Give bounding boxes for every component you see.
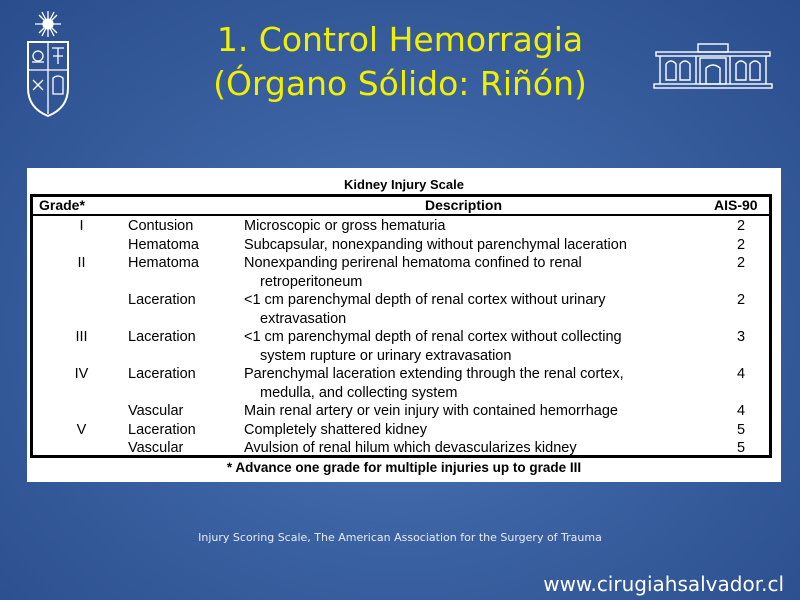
ais-cell: 2 <box>736 292 746 308</box>
header-grade: Grade* <box>39 197 85 213</box>
ais-cell: 2 <box>736 236 746 253</box>
injury-type-cell: Vascular <box>128 440 184 456</box>
table-row <box>33 421 769 440</box>
university-crest-icon <box>22 10 74 118</box>
ais-cell: 4 <box>736 366 746 382</box>
table-row <box>33 365 769 402</box>
source-citation: Injury Scoring Scale, The American Association for the Surgery of Trauma <box>198 531 602 544</box>
description-cell: Main renal artery or vein injury with contained hemorrhage <box>244 403 618 419</box>
description-cell: Avulsion of renal hilum which devascularizes kidney <box>244 440 577 456</box>
description-cell: Parenchymal laceration extending through the renal cortex, <box>244 366 624 382</box>
slide-title <box>150 18 650 106</box>
table-row <box>33 236 769 255</box>
ais-cell: 2 <box>736 218 746 234</box>
ais-cell: 4 <box>736 403 746 419</box>
injury-type-cell: Laceration <box>128 421 196 438</box>
ais-cell: 5 <box>736 440 746 456</box>
injury-type-cell: Contusion <box>128 218 194 234</box>
description-cell: Microscopic or gross hematuria <box>244 218 446 234</box>
website-url: www.cirugiahsalvador.cl <box>543 572 784 596</box>
injury-type-cell: Hematoma <box>128 236 199 253</box>
description-cell: Nonexpanding perirenal hematoma confined to renal <box>244 255 582 271</box>
ais-cell: 5 <box>736 421 746 438</box>
header-description: Description <box>425 197 503 213</box>
table-row <box>33 254 769 291</box>
table-row <box>33 439 769 458</box>
table-row <box>33 402 769 421</box>
description-cell: Subcapsular, nonexpanding without parenchymal laceration <box>244 236 627 253</box>
description-cell: Completely shattered kidney <box>244 421 427 438</box>
grade-cell: V <box>76 421 87 438</box>
description-cell: <1 cm parenchymal depth of renal cortex without urinary <box>244 292 606 308</box>
title-line-1: 1. Control Hemorragia <box>216 20 584 59</box>
injury-type-cell: Hematoma <box>128 255 199 271</box>
description-continuation-cell: retroperitoneum <box>260 273 363 290</box>
grade-cell: I <box>79 218 84 234</box>
grade-cell: III <box>75 329 88 345</box>
table-footnote: * Advance one grade for multiple injuries up to grade III <box>226 460 582 475</box>
table-row <box>33 291 769 328</box>
ais-cell: 2 <box>736 255 746 271</box>
hospital-building-icon <box>652 42 774 90</box>
table-caption: Kidney Injury Scale <box>344 177 464 192</box>
injury-type-cell: Laceration <box>128 329 196 345</box>
kidney-injury-table <box>30 194 772 458</box>
table-row <box>33 328 769 365</box>
table-header-row <box>33 197 769 216</box>
grade-cell: II <box>77 255 86 271</box>
grade-cell: IV <box>74 366 89 382</box>
injury-type-cell: Laceration <box>128 366 196 382</box>
table-row <box>33 217 769 236</box>
ais-cell: 3 <box>736 329 746 345</box>
title-line-2: (Órgano Sólido: Riñón) <box>213 64 587 103</box>
description-cell: <1 cm parenchymal depth of renal cortex without collecting <box>244 329 622 345</box>
kidney-injury-table-panel <box>27 168 781 482</box>
injury-type-cell: Vascular <box>128 403 184 419</box>
description-continuation-cell: extravasation <box>260 310 347 327</box>
description-continuation-cell: system rupture or urinary extravasation <box>260 347 512 364</box>
injury-type-cell: Laceration <box>128 292 196 308</box>
description-continuation-cell: medulla, and collecting system <box>260 384 458 401</box>
header-ais: AIS-90 <box>714 197 758 213</box>
